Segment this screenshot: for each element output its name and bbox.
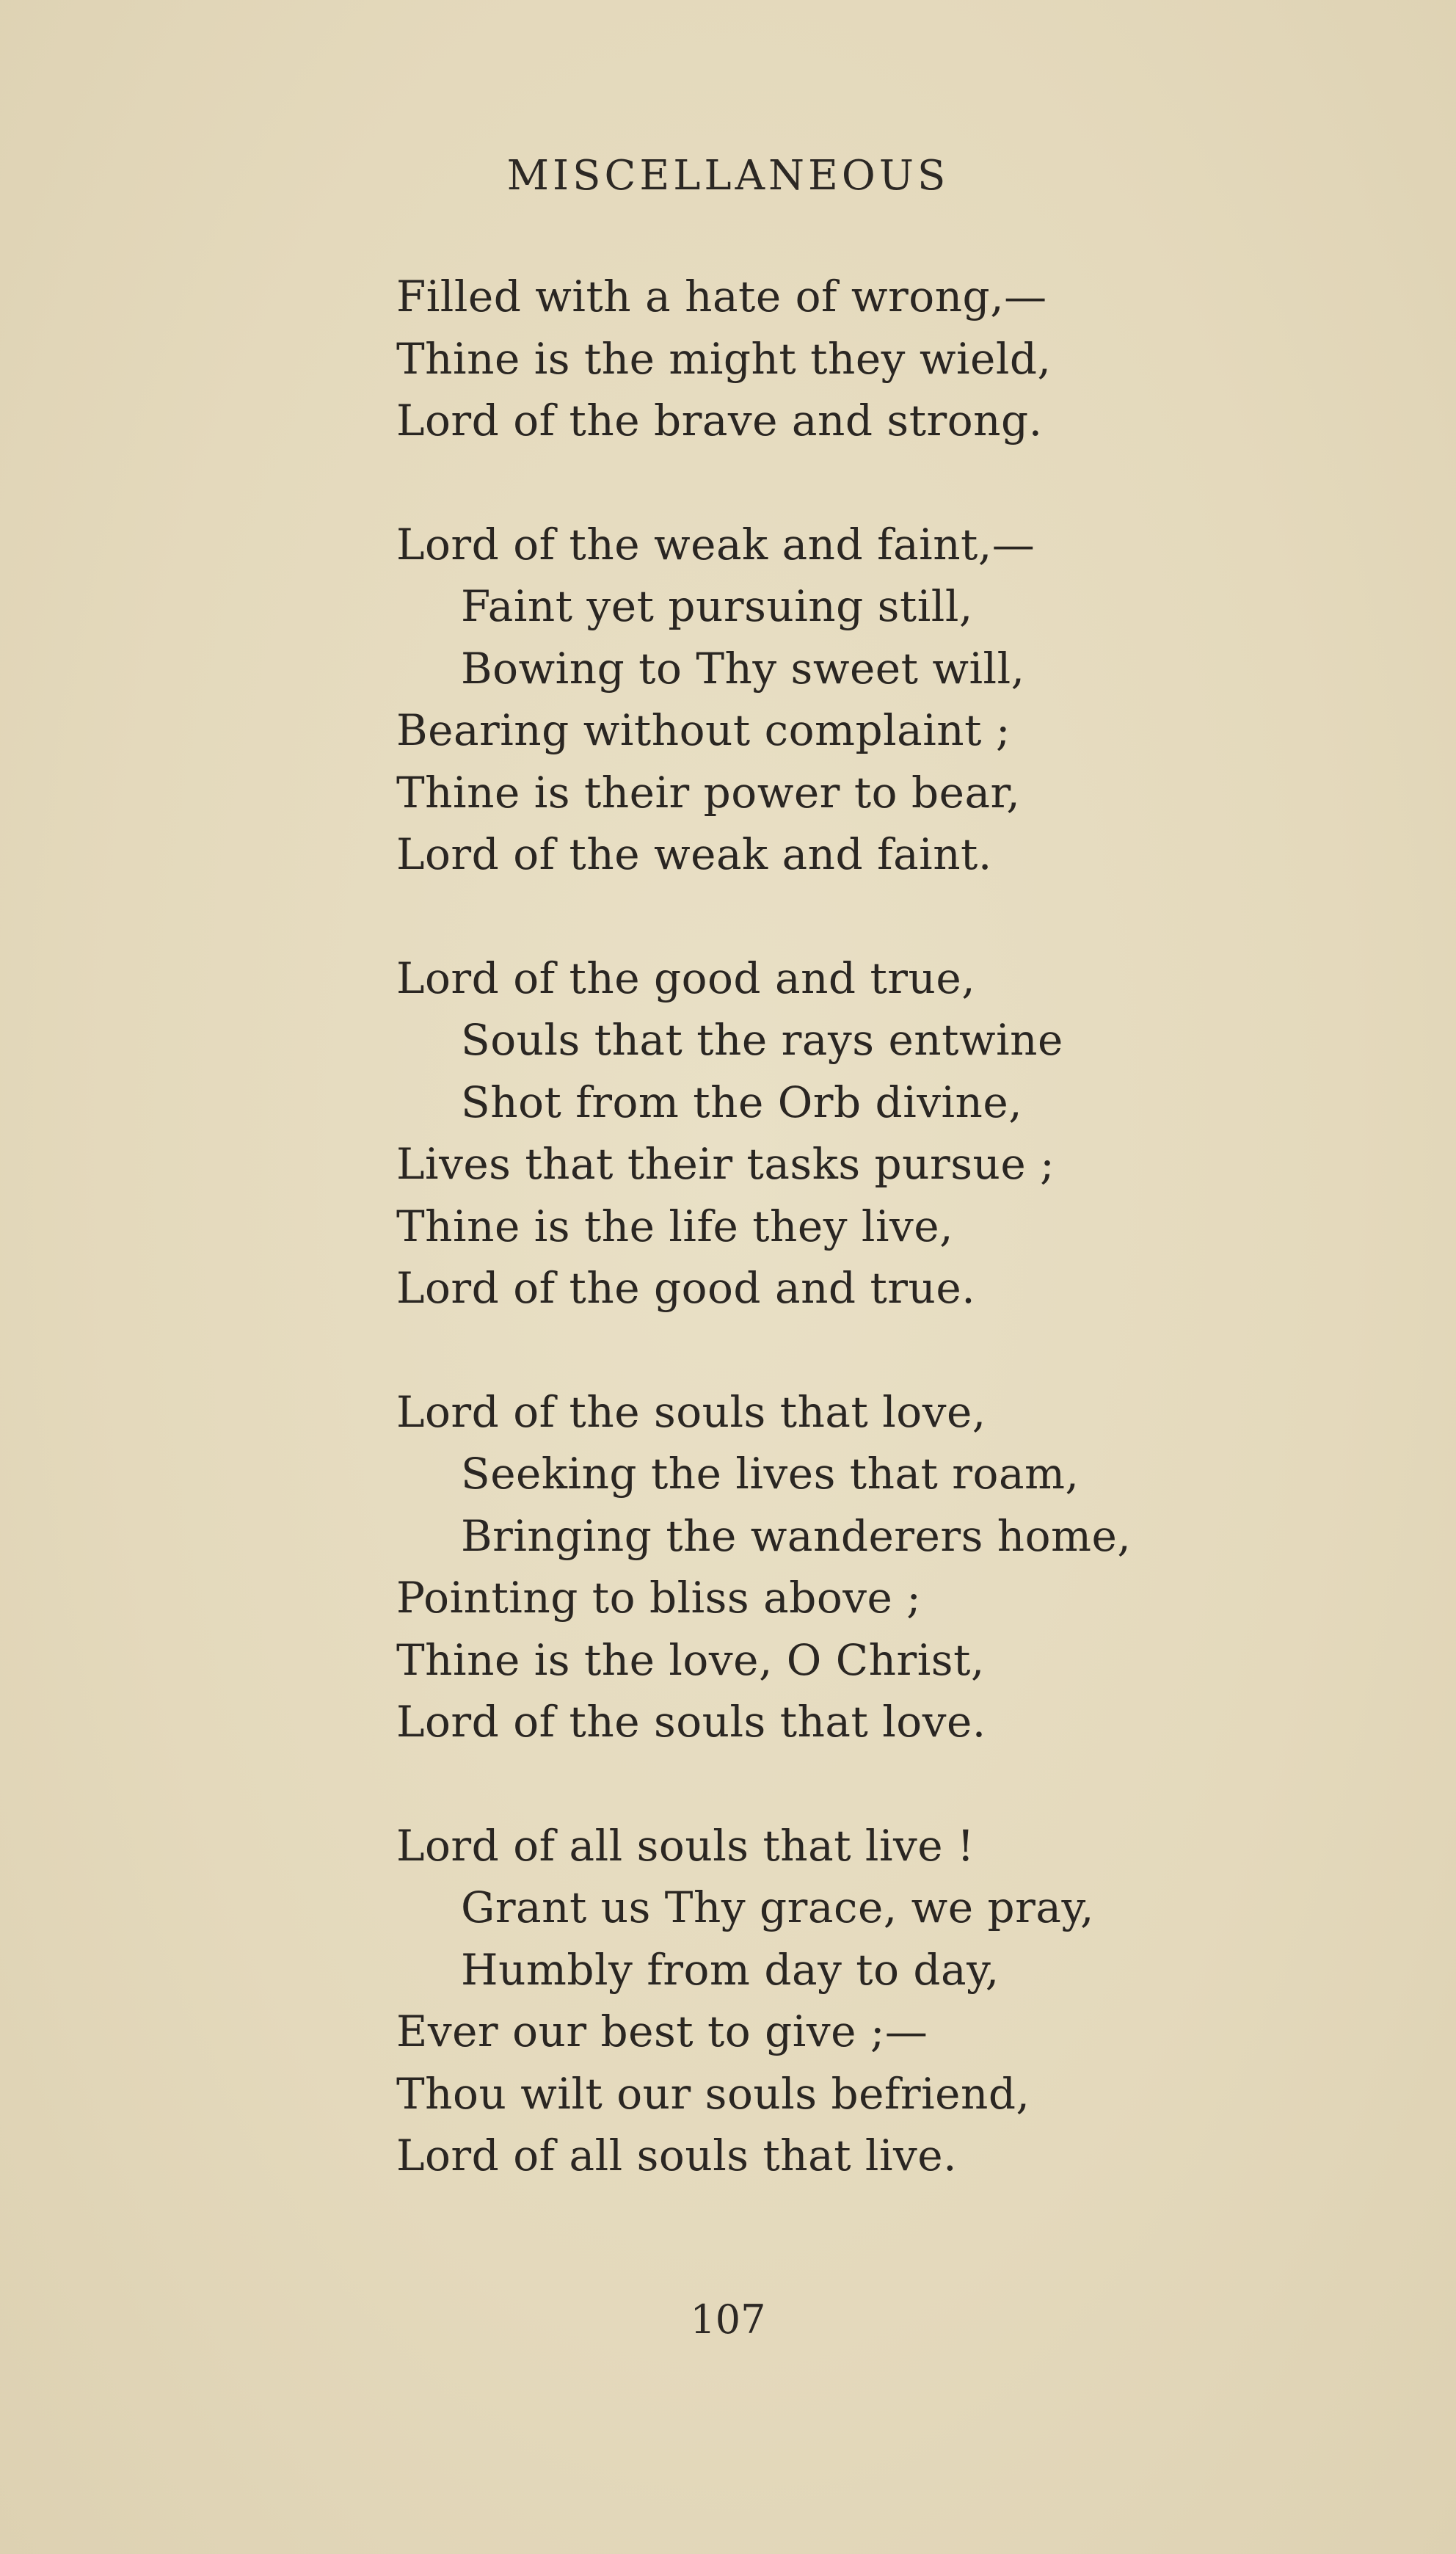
poem-line: Lord of the weak and faint,— (396, 519, 1035, 570)
poem-line: Lord of the weak and faint. (396, 829, 992, 879)
stanza (396, 514, 1350, 886)
poem-line: Thou wilt our souls befriend, (396, 2068, 1030, 2119)
stanza (396, 1815, 1350, 2187)
poem-line: Bearing without complaint ; (396, 705, 1011, 755)
poem-line: Ever our best to give ;— (396, 2007, 928, 2056)
poem-line: Thine is the might they wield, (396, 333, 1052, 384)
running-title: MISCELLANEOUS (506, 152, 950, 200)
poem-line: Thine is the life they live, (396, 1201, 954, 1251)
poem-line: Thine is the love, O Christ, (396, 1634, 985, 1685)
poem-line: Grant us Thy grace, we pray, (461, 1882, 1094, 1932)
page-number: 107 (690, 2296, 766, 2343)
poem-body (396, 266, 1350, 2249)
poem-line: Seeking the lives that roam, (461, 1449, 1080, 1499)
poem-line: Pointing to bliss above ; (396, 1573, 922, 1623)
poem-line: Filled with a hate of wrong,— (396, 272, 1047, 321)
poem-line: Lord of all souls that live. (396, 2131, 958, 2180)
poem-line: Lord of the good and true, (396, 953, 976, 1003)
poem-line: Thine is their power to bear, (396, 767, 1021, 818)
stanza (396, 947, 1350, 1320)
poem-line: Lord of all souls that live ! (396, 1820, 975, 1871)
poem-line: Shot from the Orb divine, (461, 1077, 1023, 1127)
poem-line: Souls that the rays entwine (461, 1015, 1063, 1065)
poem-line: Humbly from day to day, (461, 1944, 1000, 1995)
stanza (396, 1381, 1350, 1753)
poem-line: Faint yet pursuing still, (461, 581, 973, 631)
poem-line: Lives that their tasks pursue ; (396, 1139, 1055, 1189)
poem-line: Bowing to Thy sweet will, (461, 643, 1025, 694)
stanza (396, 266, 1350, 452)
poem-line: Lord of the souls that love. (396, 1697, 986, 1747)
poem-line: Lord of the brave and strong. (396, 396, 1043, 445)
poem-line: Lord of the good and true. (396, 1263, 976, 1313)
poem-line: Lord of the souls that love, (396, 1386, 986, 1437)
poem-line: Bringing the wanderers home, (461, 1510, 1132, 1561)
